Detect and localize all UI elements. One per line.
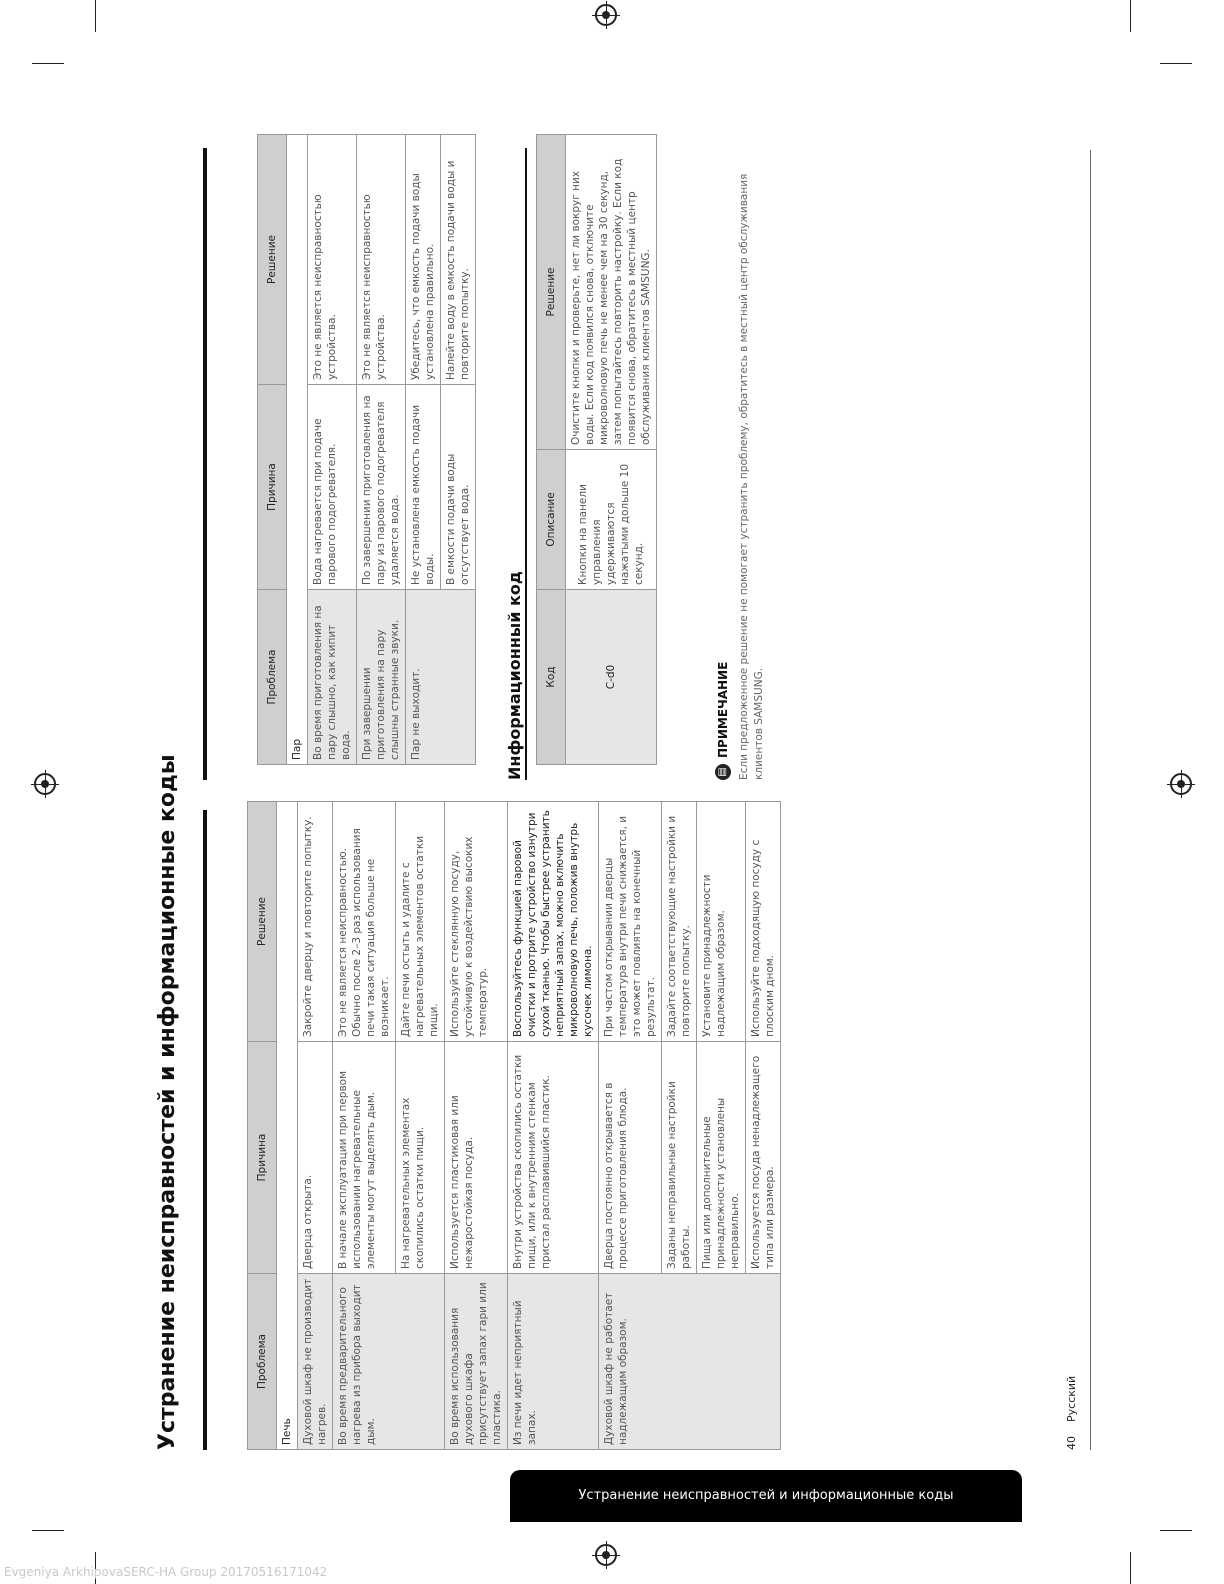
column-header: Проблема xyxy=(248,1274,277,1450)
column-header: Решение xyxy=(258,135,287,385)
solution-cell: Воспользуйтесь функцией паровой очистки и протрите устройство изнутри сухой тканью. Чтобы быстрее устранить неприятный запах, можно включить микроволновую печь, положив внутрь кусочек лимона. xyxy=(508,802,599,1042)
column-header: Решение xyxy=(537,135,566,450)
problem-cell: При завершении приготовления на пару слышны странные звуки. xyxy=(357,590,406,765)
table-row xyxy=(357,135,406,765)
cause-cell: Внутри устройства скопились остатки пищи, или к внутренним стенкам пристал расплавившийся пластик. xyxy=(508,1042,599,1274)
cause-cell: В начале эксплуатации при первом использовании нагревательные элементы могут выделять дым. xyxy=(333,1042,396,1274)
problem-cell: Из печи идет неприятный запах. xyxy=(508,1274,599,1450)
table-row xyxy=(308,135,357,765)
table-row xyxy=(333,802,396,1450)
registration-mark-icon xyxy=(1170,773,1192,795)
cause-cell: По завершении приготовления на пару из парового подогревателя удаляется вода. xyxy=(357,385,406,590)
cause-cell: На нагревательных элементах скопились остатки пищи. xyxy=(396,1042,445,1274)
table-header-row xyxy=(537,135,566,765)
table-row xyxy=(445,802,508,1450)
cause-cell: Дверца постоянно открывается в процессе приготовления блюда. xyxy=(599,1042,662,1274)
cause-cell: Заданы неправильные настройки работы. xyxy=(662,1042,697,1274)
cause-cell: Используется пластиковая или нежаростойкая посуда. xyxy=(445,1042,508,1274)
solution-cell: Это не является неисправностью. Обычно после 2–3 раз использования печи такая ситуация больше не возникает. xyxy=(333,802,396,1042)
crop-mark xyxy=(32,63,64,64)
table-header-row xyxy=(248,802,277,1450)
problem-cell: Во время приготовления на пару слышно, как кипит вода. xyxy=(308,590,357,765)
page-number-label xyxy=(1065,1376,1078,1450)
solution-cell: Дайте печи остыть и удалите с нагревательных элементов остатки пищи. xyxy=(396,802,445,1042)
section-rule xyxy=(203,148,207,780)
crop-mark xyxy=(32,1530,64,1531)
crop-mark xyxy=(1130,0,1131,32)
problem-cell: Духовой шкаф не производит нагрев. xyxy=(298,1274,333,1450)
crop-mark xyxy=(1160,1530,1192,1531)
section-label: Печь xyxy=(277,802,298,1450)
title-rule xyxy=(203,810,207,1450)
crop-mark xyxy=(1160,63,1192,64)
solution-cell: При частом открывании дверцы температура внутри печи снижается, и это может повлиять на конечный результат. xyxy=(599,802,662,1042)
note-box xyxy=(715,160,767,780)
cause-cell: Вода нагревается при подаче парового подогревателя. xyxy=(308,385,357,590)
column-header: Причина xyxy=(248,1042,277,1274)
table-row xyxy=(406,135,441,765)
cause-cell: Дверца открыта. xyxy=(298,1042,333,1274)
table-row xyxy=(599,802,662,1450)
problem-cell: Пар не выходит. xyxy=(406,590,476,765)
solution-cell: Используйте стеклянную посуду, устойчивую к воздействию высоких температур. xyxy=(445,802,508,1042)
cause-cell: Используется посуда ненадлежащего типа или размера. xyxy=(746,1042,781,1274)
info-code-heading: Информационный код xyxy=(505,571,524,780)
column-header: Код xyxy=(537,590,566,765)
print-job-id: Evgeniya ArkhipovaSERC-HA Group 20170516171042 xyxy=(4,1565,328,1579)
solution-cell: Очистите кнопки и проверьте, нет ли вокруг них воды. Если код появился снова, отключите микроволновую печь не менее чем на 30 секунд, затем попытайтесь повторить настройку. Если код появится снова, обратитесь в местный центр обслуживания клиентов SAMSUNG. xyxy=(566,135,657,450)
footer-rule xyxy=(1090,150,1091,1450)
page-number: 40 xyxy=(1065,1436,1078,1450)
crop-mark xyxy=(95,0,96,32)
solution-cell: Установите принадлежности надлежащим образом. xyxy=(697,802,746,1042)
info-code-rule xyxy=(525,148,527,780)
column-header: Проблема xyxy=(258,590,287,765)
column-header: Описание xyxy=(537,450,566,590)
solution-cell: Налейте воду в емкость подачи воды и повторите попытку. xyxy=(441,135,476,385)
column-header: Решение xyxy=(248,802,277,1042)
registration-mark-icon xyxy=(595,1544,617,1566)
steam-troubleshooting-table xyxy=(257,134,476,765)
registration-mark-icon xyxy=(34,773,56,795)
problem-cell: Духовой шкаф не работает надлежащим образом. xyxy=(599,1274,781,1450)
note-title-row xyxy=(715,160,731,780)
page-language: Русский xyxy=(1065,1375,1078,1422)
chapter-tab: Устранение неисправностей и информационные коды xyxy=(510,1470,1022,1522)
crop-mark xyxy=(1130,1552,1131,1584)
table-row xyxy=(566,135,657,765)
section-label: Пар xyxy=(287,135,308,765)
solution-cell: Закройте дверцу и повторите попытку. xyxy=(298,802,333,1042)
description-cell: Кнопки на панели управления удерживаются нажатыми дольше 10 секунд. xyxy=(566,450,657,590)
rotated-page xyxy=(150,120,1100,1450)
cause-cell: В емкости подачи воды отсутствует вода. xyxy=(441,385,476,590)
page-title: Устранение неисправностей и информационные коды xyxy=(155,754,180,1450)
table-section-row xyxy=(277,802,298,1450)
solution-cell: Используйте подходящую посуду с плоским дном. xyxy=(746,802,781,1042)
column-header: Причина xyxy=(258,385,287,590)
solution-cell: Убедитесь, что емкость подачи воды установлена правильно. xyxy=(406,135,441,385)
code-cell: C-d0 xyxy=(566,590,657,765)
note-icon: ▤ xyxy=(715,764,731,780)
problem-cell: Во время предварительного нагрева из прибора выходит дым. xyxy=(333,1274,445,1450)
table-section-row xyxy=(287,135,308,765)
cause-cell: Пища или дополнительные принадлежности установлены неправильно. xyxy=(697,1042,746,1274)
table-header-row xyxy=(258,135,287,765)
table-row xyxy=(508,802,599,1450)
solution-cell: Задайте соответствующие настройки и повторите попытку. xyxy=(662,802,697,1042)
problem-cell: Во время использования духового шкафа присутствует запах гари или пластика. xyxy=(445,1274,508,1450)
oven-troubleshooting-table xyxy=(247,801,781,1450)
table-row xyxy=(298,802,333,1450)
note-title: ПРИМЕЧАНИЕ xyxy=(716,661,730,758)
note-text: Если предложенное решение не помогает устранить проблему, обратитесь в местный центр обслуживания клиентов SAMSUNG. xyxy=(738,173,765,780)
solution-cell: Это не является неисправностью устройства. xyxy=(308,135,357,385)
info-code-table xyxy=(536,134,657,765)
registration-mark-icon xyxy=(595,4,617,26)
solution-cell: Это не является неисправностью устройства. xyxy=(357,135,406,385)
cause-cell: Не установлена емкость подачи воды. xyxy=(406,385,441,590)
